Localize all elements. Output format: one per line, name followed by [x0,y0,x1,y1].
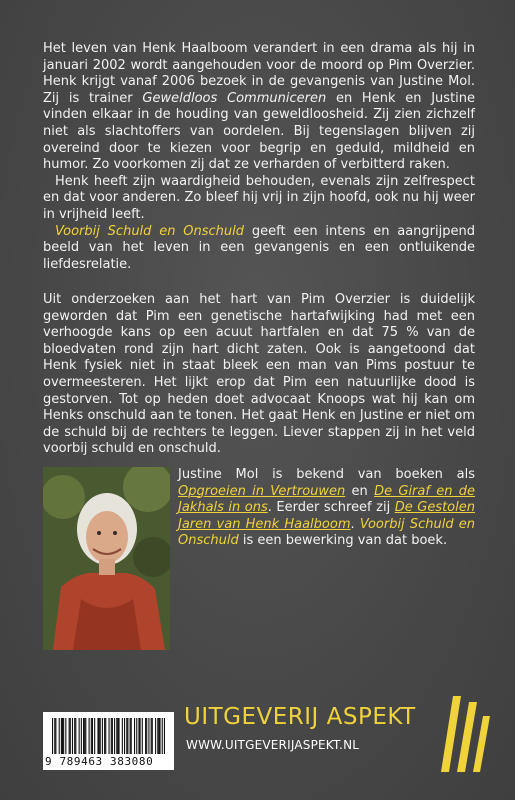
isbn-number: 9 789463 383080 [45,755,154,768]
aspekt-logo-icon [437,694,491,772]
blurb-section-1 [43,41,475,273]
blurb-italic-term: Geweldloos Communiceren [142,90,327,106]
publisher-name: UITGEVERIJ ASPEKT [184,704,416,730]
author-bio [178,467,475,550]
publisher-website: WWW.UITGEVERIJASPEKT.NL [186,738,360,752]
book-title-link: De Gestolen Jaren van Henk Haalboom [178,500,475,532]
isbn-barcode [43,712,174,770]
book-title-highlight: Voorbij Schuld en Onschuld [55,223,245,239]
book-title-highlight: Voorbij Schuld en Onschuld [178,516,475,549]
bio-text: . Eerder schreef zij [267,500,395,516]
blurb-paragraph-2: Henk heeft zijn waardigheid behouden, evenals zijn zelfrespect en dat voor anderen. Zo bleef hij vrij in zijn hoofd, ook nu hij weer in vrijheid leeft. [43,173,475,222]
blurb-paragraph-4: Uit onderzoeken aan het hart van Pim Overzier is duidelijk geworden dat Pim een genetische hartafwijking had met een verhoogde kans op een acuut hartfalen en dat 75 % van de bloedvaten rond zijn hart dicht zaten. Ook is aangetoond dat Henk fysiek niet in staat bleek een man van Pims postuur te overmeesteren. Het lijkt erop dat Pim een natuurlijke dood is gestorven. Tot op heden doet advocaat Knoops wat hij kan om Henks onschuld aan te tonen. Het gaat Henk en Justine er niet om de schuld bij de rechters te leggen. Liever stappen zij in het veld voorbij schuld en onschuld. [43,292,475,457]
blurb-section-2 [43,292,475,458]
blurb-text: Het leven van Henk Haalboom verandert in een drama als hij in januari 2002 wordt aangehouden voor de moord op Pim Overzier. Henk krijgt vanaf 2006 bezoek in de gevangenis van Justine Mol. Zij is trainer [43,41,475,106]
author-photo [43,467,170,650]
bio-text: Justine Mol is bekend van boeken als [178,467,475,482]
blurb-text: geeft een intens en aangrijpend beeld van het leven in een gevangenis en een ontluikende liefdesrelatie. [43,223,475,272]
blurb-paragraph-1 [43,41,475,174]
bio-text: en [345,483,375,499]
blurb-paragraph-3 [43,224,475,274]
bio-text: . [350,516,360,532]
blurb-text: en Henk en Justine vinden elkaar in de houding van geweldloosheid. Zij zien zichzelf niet als slachtoffers van oordelen. Bij tegenslagen blijven zij overeind door te kiezen voor begrip en geduld, mildheid en humor. Zo voorkomen zij dat ze verharden of verbitterd raken. [43,90,476,173]
book-title-link: De Giraf en de Jakhals in ons [178,483,475,516]
barcode-bars [52,718,165,754]
book-title-link: Opgroeien in Vertrouwen [178,483,346,499]
bio-text: is een bewerking van dat boek. [238,533,448,549]
